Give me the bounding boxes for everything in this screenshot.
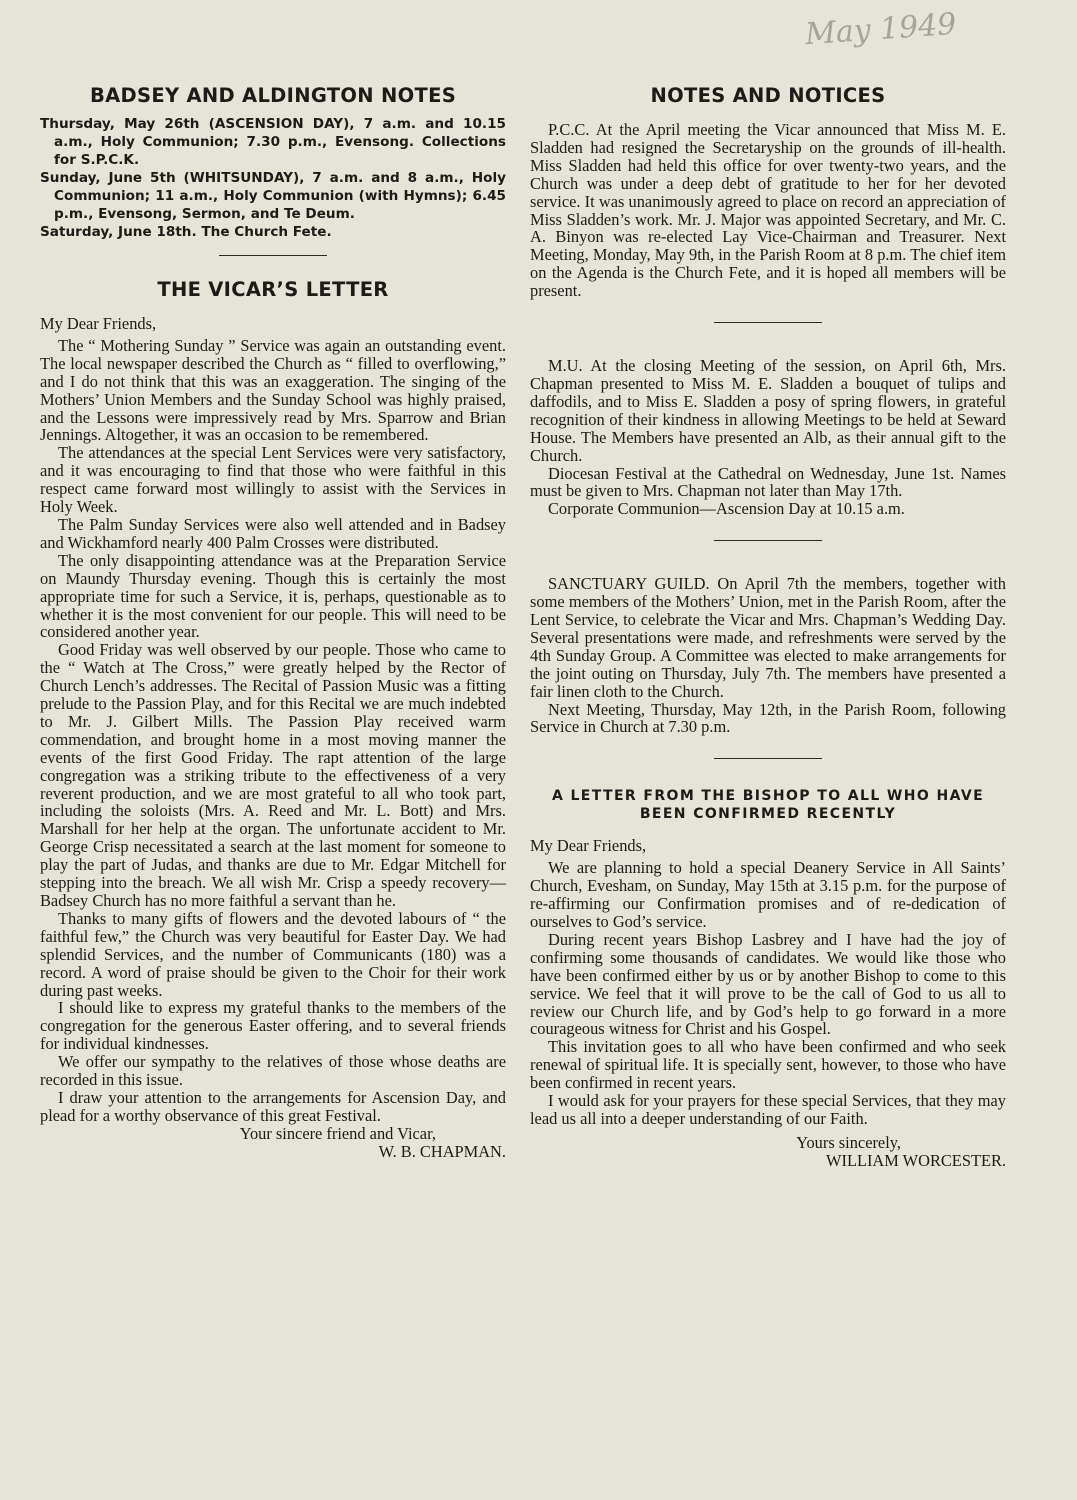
letter-paragraph: We offer our sympathy to the relatives of those whose deaths are recorded in this issue. — [40, 1052, 506, 1090]
letter-paragraph: The attendances at the special Lent Services were very satisfactory, and it was encouraging to find that those who were faithful in this respect came forward most willingly to assist with the Services in Holy Week. — [40, 443, 506, 517]
service-item: Sunday, June 5th (WHITSUNDAY), 7 a.m. and 8 a.m., Holy Communion; 11 a.m., Holy Communion (with Hymns); 6.45 p.m., Evensong, Sermon, and Te Deum. — [40, 170, 506, 222]
mu-notice: M.U. At the closing Meeting of the session, on April 6th, Mrs. Chapman presented to Miss M. E. Sladden a bouquet of tulips and daffodils, and to Miss E. Sladden a posy of spring flowers, in grateful recognition of their kindness in allowing Meetings to be held at Seward House. The Members have presented an Alb, as their annual gift to the Church. — [530, 356, 1006, 465]
section-divider — [714, 540, 822, 541]
right-column — [530, 82, 1006, 1170]
letter-paragraph: The Palm Sunday Services were also well attended and in Badsey and Wickhamford nearly 400 Palm Crosses were distributed. — [40, 514, 506, 552]
letter-paragraph: This invitation goes to all who have been confirmed and who seek renewal of spiritual life. It is specially sent, however, to those who have been confirmed in recent years. — [530, 1037, 1006, 1093]
bishop-letter-heading: A LETTER FROM THE BISHOP TO ALL WHO HAVE BEEN CONFIRMED RECENTLY — [551, 788, 985, 823]
vicars-letter-heading: THE VICAR’S LETTER — [157, 278, 389, 301]
service-item: Thursday, May 26th (ASCENSION DAY), 7 a.m. and 10.15 a.m., Holy Communion; 7.30 p.m., Evensong. Collections for S.P.C.K. — [40, 116, 506, 168]
letter-paragraph: I should like to express my grateful thanks to the members of the congregation for the generous Easter offering, and to several friends for individual kindnesses. — [40, 998, 506, 1054]
letter-paragraph: Good Friday was well observed by our people. Those who came to the “ Watch at The Cross,” were greatly helped by the Rector of Church Lench’s addresses. The Recital of Passion Music was a fitting prelude to the Passion Play, and for this Recital we are much indebted to Mr. J. Gilbert Mills. The Passion Play received warm commendation, and brought home in a most moving manner the events of the first Good Friday. The rapt attention of the large congregation was a striking tribute to the effectiveness of a very reverent production, and we are most grateful to all who took part, including the soloists (Mrs. A. Reed and Mr. L. Bott) and Mrs. Marshall for her help at the organ. The unfortunate accident to Mr. George Crisp necessitated a search at the last moment for someone to play the part of Judas, and thanks are due to Mr. Edgar Mitchell for stepping into the breach. We all wish Mr. Crisp a speedy recovery—Badsey Church has no more faithful a servant than he. — [40, 640, 506, 910]
left-column — [40, 82, 506, 1161]
letter-paragraph: We are planning to hold a special Deanery Service in All Saints’ Church, Evesham, on Sunday, May 15th at 3.15 p.m. for the purpose of re-affirming our Confirmation promises and of re-dedication of ourselves to God’s service. — [530, 858, 1006, 931]
letter-signature: WILLIAM WORCESTER. — [826, 1150, 1006, 1170]
letter-paragraph: Thanks to many gifts of flowers and the devoted labours of “ the faithful few,” the Church was very beautiful for Easter Day. We had splendid Services, and the number of Communicants (180) was a record. A word of praise should be given to the Choir for their work during past weeks. — [40, 908, 506, 1000]
letter-greeting: My Dear Friends, — [530, 836, 647, 856]
section-divider — [714, 322, 822, 323]
letter-paragraph: During recent years Bishop Lasbrey and I have had the joy of confirming some thousands of candidates. We would like those who have been confirmed either by us or by another Bishop to come to this service. We feel that it will prove to be the call of God to us all to review our Church life, and by God’s help to go forward in a more courageous witness for Christ and his Gospel. — [530, 929, 1006, 1039]
notes-notices-heading: NOTES AND NOTICES — [650, 84, 886, 107]
letter-closing: Yours sincerely, — [796, 1132, 901, 1152]
handwritten-date-annotation: May 1949 — [803, 6, 958, 53]
section-divider — [714, 758, 822, 759]
letter-paragraph: I would ask for your prayers for these special Services, that they may lead us all into a deeper understanding of our Faith. — [530, 1091, 1006, 1128]
letter-paragraph: I draw your attention to the arrangements for Ascension Day, and plead for a worthy observance of this great Festival. — [40, 1087, 506, 1125]
letter-closing: Your sincere friend and Vicar, — [239, 1123, 436, 1143]
letter-paragraph: The “ Mothering Sunday ” Service was again an outstanding event. The local newspaper described the Church as “ filled to overflowing,” and I do not think that this was an exaggeration. The singing of the Mothers’ Union Members and the Sunday School was highly praised, and the Lessons were impressively read by Mrs. Sparrow and Brian Jennings. Altogether, it was an occasion to be remembered. — [40, 335, 506, 445]
section-divider — [219, 255, 327, 256]
guild-notice: SANCTUARY GUILD. On April 7th the members, together with some members of the Mothers’ Union, met in the Parish Room, after the Lent Service, to celebrate the Vicar and Mrs. Chapman’s Wedding Day. Several presentations were made, and refreshments were served by the 4th Sunday Group. A Committee was elected to make arrangements for the joint outing on Thursday, July 7th. The members have presented a fair linen cloth to the Church. — [530, 574, 1006, 701]
pcc-notice: P.C.C. At the April meeting the Vicar announced that Miss M. E. Sladden had resigned the Secretaryship on the grounds of ill-health. Miss Sladden had held this office for over twenty-two years, and the Church was under a deep debt of gratitude to her for her devoted service. It was unanimously agreed to place on record an appreciation of Miss Sladden’s work. Mr. J. Major was appointed Secretary, and Mr. C. A. Binyon was re-elected Lay Vice-Chairman and Treasurer. Next Meeting, Monday, May 9th, in the Parish Room at 8 p.m. The chief item on the Agenda is the Church Fete, and it is hoped all members will be present. — [530, 120, 1006, 301]
mu-notice: Diocesan Festival at the Cathedral on Wednesday, June 1st. Names must be given to Mrs. Chapman not later than May 17th. — [530, 463, 1006, 501]
badsey-notes-heading: BADSEY AND ALDINGTON NOTES — [89, 84, 457, 107]
service-item: Saturday, June 18th. The Church Fete. — [40, 224, 332, 240]
letter-greeting: My Dear Friends, — [40, 314, 157, 333]
letter-paragraph: The only disappointing attendance was at the Preparation Service on Maundy Thursday evening. Though this is certainly the most appropriate time for such a Service, it is, perhaps, questionable as to whether it is the most convenient for our people. This will need to be considered another year. — [40, 550, 506, 642]
service-list — [40, 115, 506, 241]
mu-notice: Corporate Communion—Ascension Day at 10.15 a.m. — [548, 499, 905, 519]
guild-notice: Next Meeting, Thursday, May 12th, in the Parish Room, following Service in Church at 7.30 p.m. — [530, 699, 1006, 737]
letter-signature: W. B. CHAPMAN. — [378, 1141, 506, 1161]
